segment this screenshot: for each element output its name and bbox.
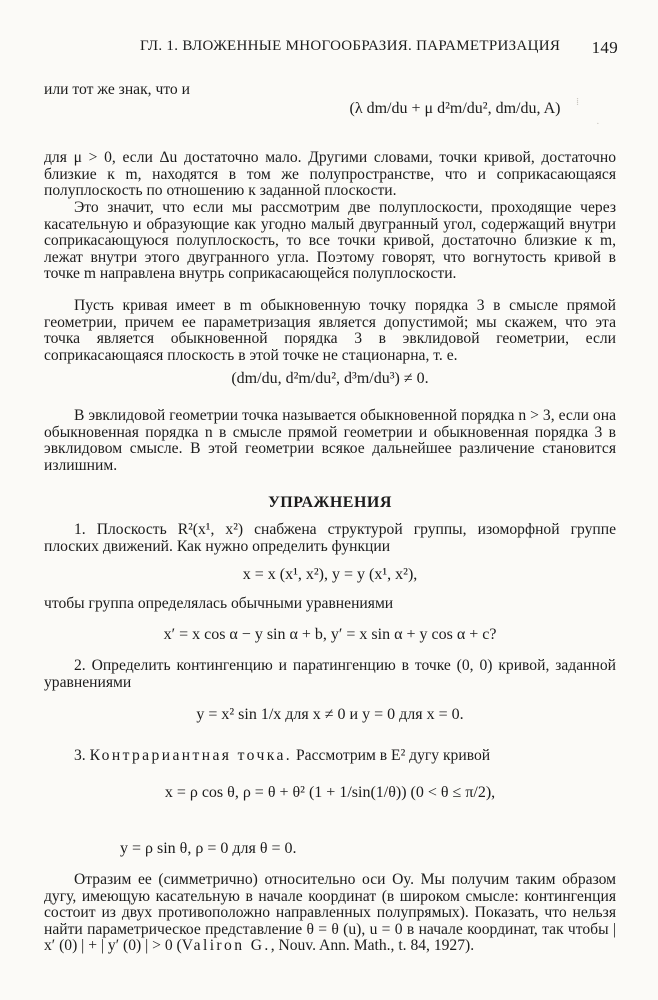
exercise-1-equation-1 (44, 566, 616, 584)
citation-rest: , Nouv. Ann. Math., t. 84, 1927). (270, 937, 475, 955)
paragraph-4: Пусть кривая имеет в m обыкновенную точку порядка 3 в смысле прямой геометрии, причем ее параметризация является допустимой; мы скажем, что эта точка является обыкновенной порядка 3 в эвклидовой геометрии, если соприкасающаяся плоскость в этой точке не стационарна, т. е. (44, 297, 616, 364)
paragraph-3: Это значит, что если мы рассмотрим две полуплоскости, проходящие через касательную и образующие как угодно малый двугранный угол, содержащий внутри соприкасающуюся полуплоскость, то все точки кривой, достаточно близкие к m, лежат внутри этого двугранного угла. Поэтому говорят, что вогнутость кривой в точке m направлена внутрь соприкасающейся полуплоскости. (44, 199, 616, 283)
running-title: ГЛ. 1. ВЛОЖЕННЫЕ МНОГООБРАЗИЯ. ПАРАМЕТРИЗАЦИЯ (140, 38, 561, 54)
exercises-heading: УПРАЖНЕНИЯ (268, 494, 392, 511)
equation-2 (44, 370, 616, 388)
paragraph-2: для μ > 0, если Δu достаточно мало. Другими словами, точки кривой, достаточно близкие к m, находятся в том же полупространстве, что и соприкасающаяся полуплоскость по отношению к заданной плоскости. (44, 149, 616, 200)
exercise-3-tail: Отразим ее (симметрично) относительно оси Oy. Мы получим таким образом дугу, имеющую касательную в начале координат (в широком смысле: контингенция состоит из двух противоположно направленных полупрямых). Показать, что нельзя найти параметрическое представление θ = θ (u), u = 0 в начале координат, так чтобы | x′ (0) | + | y′ (0) | > 0 (Valiron G., Nouv. Ann. Math., t. 84, 1927). (44, 871, 616, 955)
exercise-1-equation-2 (44, 626, 616, 644)
running-header (44, 38, 618, 60)
paragraph-5: В эвклидовой геометрии точка называется обыкновенной порядка n > 3, если она обыкновенная порядка n в смысле прямой геометрии и обыкновенная порядка 3 в эвклидовом смысле. В этой геометрии всякое дальнейшее различение становится излишним. (44, 407, 616, 474)
bleed-through-mark: · (596, 118, 600, 130)
exercise-3-intro: Рассмотрим в E² дугу кривой (295, 747, 491, 764)
equation-2-text: (dm/du, d²m/du², d³m/du³) ≠ 0. (231, 370, 429, 387)
exercise-1: 1. Плоскость R²(x¹, x²) снабжена структурой группы, изоморфной группе плоских движений. Как нужно определить функции (44, 521, 616, 555)
exercise-2-equation-text: y = x² sin 1/x для x ≠ 0 и y = 0 для x = 0. (196, 706, 464, 723)
exercise-1-equation-2-text: x′ = x cos α − y sin α + b, y′ = x sin α + y cos α + c? (163, 626, 497, 643)
citation-author: Valiron G. (181, 937, 271, 955)
exercise-3-equation-1-text: x = ρ cos θ, ρ = θ + θ² (1 + 1/sin(1/θ)) (0 < θ ≤ π/2), (164, 784, 496, 801)
page-number: 149 (591, 38, 618, 57)
exercise-3 (44, 748, 616, 765)
exercise-1-middle: чтобы группа определялась обычными уравнениями (44, 595, 394, 612)
exercise-3-tail-text: Отразим ее (симметрично) относительно оси Oy. Мы получим таким образом дугу, имеющую касательную в начале координат (в широком смысле: контингенция состоит из двух противоположно направленных полупрямых). Показать, что нельзя найти параметрическое представление θ = θ (u), u = 0 в начале координат, так чтобы | x′ (0) | + | y′ (0) | > 0 (44, 871, 616, 955)
exercise-3-equation-1 (44, 784, 616, 802)
exercise-2: 2. Определить контингенцию и паратингенцию в точке (0, 0) кривой, заданной уравнениями (44, 657, 616, 691)
exercise-3-term: Контрариантная точка. (89, 747, 293, 764)
equation-1 (44, 100, 616, 118)
equation-1-text: (λ dm/du + μ d²m/du², dm/du, A) (349, 100, 561, 117)
bleed-through-mark: ⁞ (576, 96, 580, 108)
exercise-3-equation-2 (44, 840, 616, 858)
paragraph-intro: или тот же знак, что и (44, 81, 190, 98)
exercise-3-equation-2-text: y = ρ sin θ, ρ = 0 для θ = 0. (120, 840, 297, 857)
exercise-1-equation-1-text: x = x (x¹, x²), y = y (x¹, x²), (242, 566, 418, 583)
exercise-3-number: 3. (74, 747, 86, 764)
exercise-2-equation (44, 706, 616, 724)
